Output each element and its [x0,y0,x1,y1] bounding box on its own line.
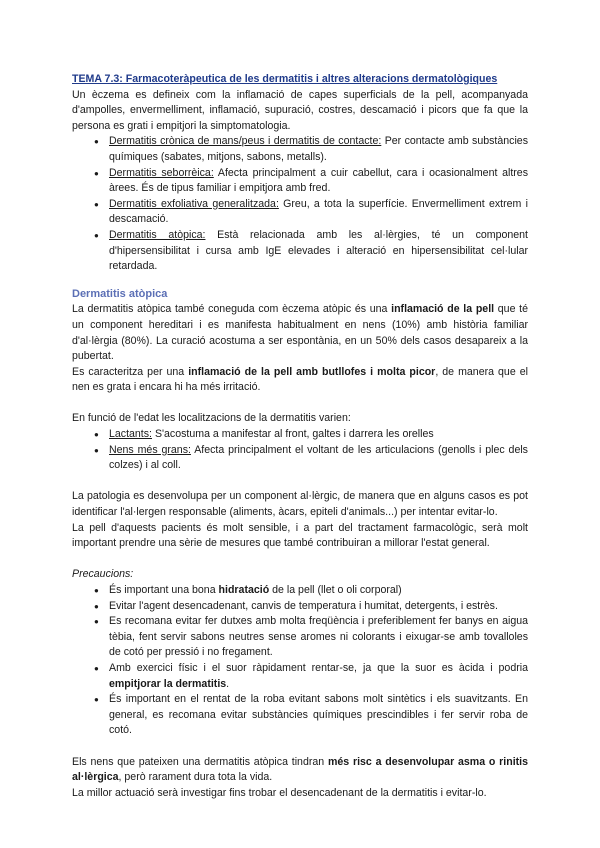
list-item [96,166,528,197]
list-item: ● Lactants: S'acostuma a manifestar al front, galtes i darrera les orelles [96,427,528,443]
precautions-list [72,583,528,739]
paragraph: La patologia es desenvolupa per un component al·lèrgic, de manera que en alguns casos es pot identificar l'al·lergen responsable (aliments, àcars, epiteli d'animals...) per intentar evitar-lo. [72,490,528,519]
page-title: TEMA 7.3: Farmacoteràpeutica de les dermatitis i altres alteracions dermatològiques [72,73,498,85]
list-item: ● És important en el rentat de la roba evitant sabons molt sintètics i els suavitzants. En general, es recomana evitar substàncies químiques prescindibles i fer servir roba de cotó. [96,692,528,739]
list-item: ● Amb exercici físic i el suor ràpidament rentar-se, ja que la suor es àcida i podria empitjorar la dermatitis. [96,661,528,692]
paragraph: La millor actuació serà investigar fins trobar el desencadenant de la dermatitis i evitar-lo. [72,786,487,799]
desc: Està relacionada amb les al·lèrgies, té un component d'hipersensibilitat i cursa amb IgE elevades i alteració en hipersensibilitat cel·lular retardada. [109,228,528,273]
precautions-label: Precaucions: [72,568,134,581]
term: Dermatitis atòpica: [109,228,206,241]
age-list [72,427,528,474]
document-page [72,72,528,801]
list-item [96,228,528,275]
list-item [96,197,528,228]
desc: Afecta principalment a cuir cabellut, cara i ocasionalment altres àrees. És de tipus familiar i empitjora amb fred. [109,166,528,195]
term: Dermatitis exfoliativa generalitzada: [109,197,279,210]
list-item: ● Es recomana evitar fer dutxes amb molta freqüència i preferiblement fer banys en aigua tèbia, fent servir sabons neutres sense aromes ni colorants i eixugar-se amb tovalloles de cotó per pressió i no fregament. [96,614,528,661]
paragraph: En funció de l'edat les localitzacions de la dermatitis varien: [72,412,351,425]
desc: Greu, a tota la superfície. Envermelliment extrem i descamació. [109,197,528,226]
paragraph: La pell d'aquests pacients és molt sensible, i a part del tractament farmacològic, serà molt important prendre una sèrie de mesures que també contribuiran a millorar l'estat general. [72,521,528,550]
paragraph: Es caracteritza per una inflamació de la pell amb butllofes i molta picor, de manera que el nen es grata i encara hi ha més irritació. [72,365,528,394]
intro-paragraph: Un èczema es defineix com la inflamació de capes superficials de la pell, acompanyada d'ampolles, envermelliment, inflamació, supuració, costres, descamació i picors que fa que la persona es grati i empitjori la simptomatologia. [72,88,528,132]
term: Dermatitis crònica de mans/peus i dermatitis de contacte: [109,135,382,148]
desc: Per contacte amb substàncies químiques (sabates, mitjons, sabons, metalls). [109,135,528,163]
list-item: ● Nens més grans: Afecta principalment el voltant de les articulacions (genolls i plec dels colzes) i al coll. [96,443,528,474]
term: Dermatitis seborrèica: [109,166,214,179]
paragraph: Els nens que pateixen una dermatitis atòpica tindran més risc a desenvolupar asma o rinitis al·lèrgica, però rarament dura tota la vida. [72,755,528,784]
dermatitis-types-list [72,134,528,274]
list-item [96,134,528,165]
list-item: ● És important una bona hidratació de la pell (llet o oli corporal) [96,583,528,599]
paragraph: La dermatitis atòpica també coneguda com èczema atòpic és una inflamació de la pell que té un component hereditari i es manifesta habitualment en nens (10%) amb història familiar d'al·lèrgia (80%). La curació acostuma a ser espontània, en un 50% dels casos desapareix a la pubertat. [72,303,528,363]
list-item: ● Evitar l'agent desencadenant, canvis de temperatura i humitat, detergents, i estrès. [96,599,528,615]
section-heading: Dermatitis atòpica [72,287,168,300]
